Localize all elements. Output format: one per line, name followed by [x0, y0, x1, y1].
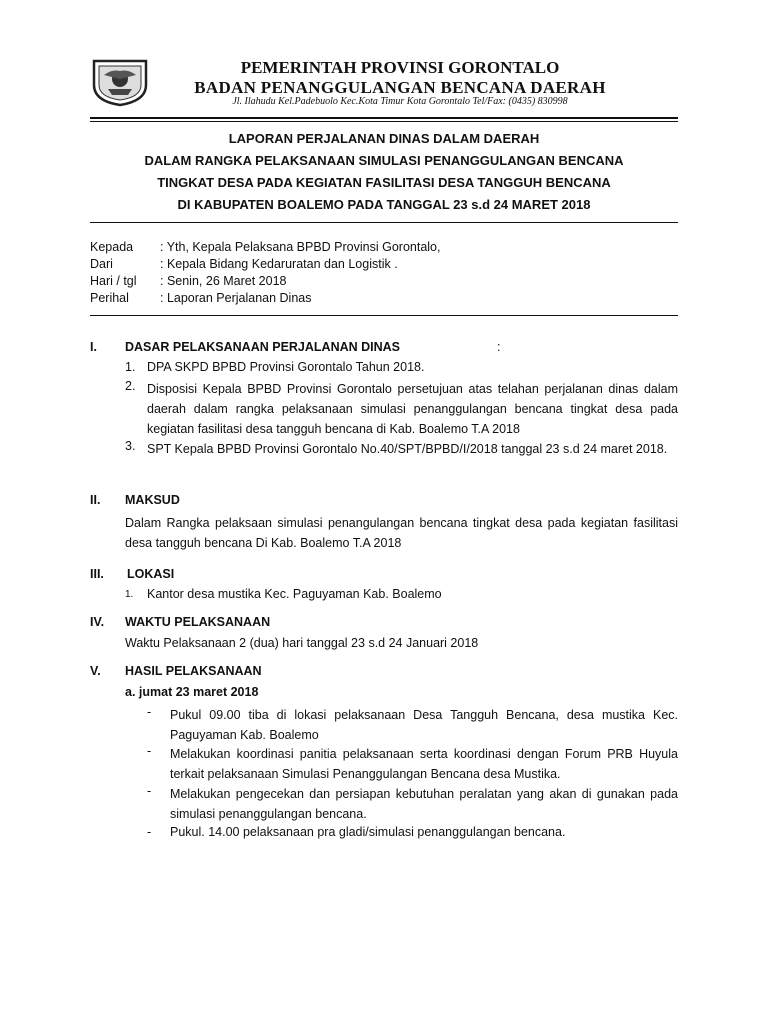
section-5-subheading: a. jumat 23 maret 2018: [125, 685, 259, 699]
sec1-item-text: DPA SKPD BPBD Provinsi Gorontalo Tahun 2018.: [147, 360, 425, 374]
memo-label: Kepada: [90, 240, 134, 254]
bullet-text: Pukul. 14.00 pelaksanaan pra gladi/simulasi penanggulangan bencana.: [170, 825, 566, 839]
section-2-number: II.: [90, 493, 101, 507]
memo-value: : Yth, Kepala Pelaksana BPBD Provinsi Gorontalo,: [160, 240, 441, 254]
memo-value: : Senin, 26 Maret 2018: [160, 274, 287, 288]
sec1-item-text: Disposisi Kepala BPBD Provinsi Gorontalo persetujuan atas telahan perjalanan dinas dalam daerah dalam rangka pelaksanaan simulasi penanggulangan bencana tingkat desa pada kegiatan fasilitasi desa tangguh bencana di Kab. Boalemo T.A 2018: [147, 382, 678, 436]
header-line1: PEMERINTAH PROVINSI GORONTALO: [240, 58, 560, 77]
logo-emblem: [90, 55, 150, 107]
title-rule: [90, 222, 678, 223]
section-1-number: I.: [90, 340, 97, 354]
memo-rule: [90, 315, 678, 316]
title-line1: LAPORAN PERJALANAN DINAS DALAM DAERAH: [228, 131, 540, 146]
sec1-item-number: 1.: [125, 360, 136, 374]
memo-row: [90, 291, 678, 308]
memo-row: [90, 274, 678, 291]
section-1-colon: :: [497, 340, 501, 354]
header-line2: BADAN PENANGGULANGAN BENCANA DAERAH: [194, 78, 606, 97]
sec1-item-number: 3.: [125, 439, 136, 453]
title-line2: DALAM RANGKA PELAKSANAAN SIMULASI PENANGGULANGAN BENCANA: [144, 153, 624, 168]
sec1-item-number: 2.: [125, 379, 136, 393]
section-4-number: IV.: [90, 615, 105, 629]
header-address: Jl. Ilahudu Kel.Padebuolo Kec.Kota Timur Kota Gorontalo Tel/Fax: (0435) 830998: [232, 96, 568, 107]
section-1-title: DASAR PELAKSANAAN PERJALANAN DINAS: [125, 340, 401, 354]
section-4-title: WAKTU PELAKSANAAN: [125, 615, 271, 629]
sec1-item-text: SPT Kepala BPBD Provinsi Gorontalo No.40/SPT/BPBD/I/2018 tanggal 23 s.d 24 maret 2018.: [147, 442, 668, 456]
bullet-dash: -: [147, 705, 152, 719]
bullet-text: Melakukan koordinasi panitia pelaksanaan serta koordinasi dengan Forum PRB Huyula terkait pelaksanaan Simulasi Penanggulangan Bencana desa Mustika.: [170, 747, 678, 781]
section-5-title: HASIL PELAKSANAAN: [125, 664, 262, 678]
memo-label: Perihal: [90, 291, 129, 305]
bullet-text: Melakukan pengecekan dan persiapan kebutuhan peralatan yang akan di gunakan pada simulasi penanggulangan bencana.: [170, 787, 678, 821]
sec3-item-text: Kantor desa mustika Kec. Paguyaman Kab. Boalemo: [147, 587, 442, 601]
section-4-text: Waktu Pelaksanaan 2 (dua) hari tanggal 23 s.d 24 Januari 2018: [125, 636, 479, 650]
sec3-item-number: 1.: [125, 589, 134, 600]
title-line3: TINGKAT DESA PADA KEGIATAN FASILITASI DESA TANGGUH BENCANA: [157, 175, 611, 190]
section-5-number: V.: [90, 664, 101, 678]
section-3-number: III.: [90, 567, 104, 581]
memo-label: Hari / tgl: [90, 274, 137, 288]
bullet-dash: -: [147, 784, 152, 798]
memo-value: : Laporan Perjalanan Dinas: [160, 291, 312, 305]
title-line4: DI KABUPATEN BOALEMO PADA TANGGAL 23 s.d 24 MARET 2018: [177, 197, 591, 212]
memo-block: [90, 240, 678, 308]
section-2-title: MAKSUD: [125, 493, 180, 507]
bullet-dash: -: [147, 825, 152, 839]
section-3-title: LOKASI: [127, 567, 175, 581]
memo-value: : Kepala Bidang Kedaruratan dan Logistik .: [160, 257, 398, 271]
memo-row: [90, 257, 678, 274]
section-2-text: Dalam Rangka pelaksaan simulasi penangulangan bencana tingkat desa pada kegiatan fasilitasi desa tangguh bencana Di Kab. Boalemo T.A 2018: [125, 516, 678, 550]
header-rule: [90, 117, 678, 119]
bullet-dash: -: [147, 744, 152, 758]
header-rule-thin: [90, 121, 678, 122]
memo-label: Dari: [90, 257, 113, 271]
memo-row: [90, 240, 678, 257]
bullet-text: Pukul 09.00 tiba di lokasi pelaksanaan Desa Tangguh Bencana, desa mustika Kec. Paguyaman Kab. Boalemo: [170, 708, 678, 742]
